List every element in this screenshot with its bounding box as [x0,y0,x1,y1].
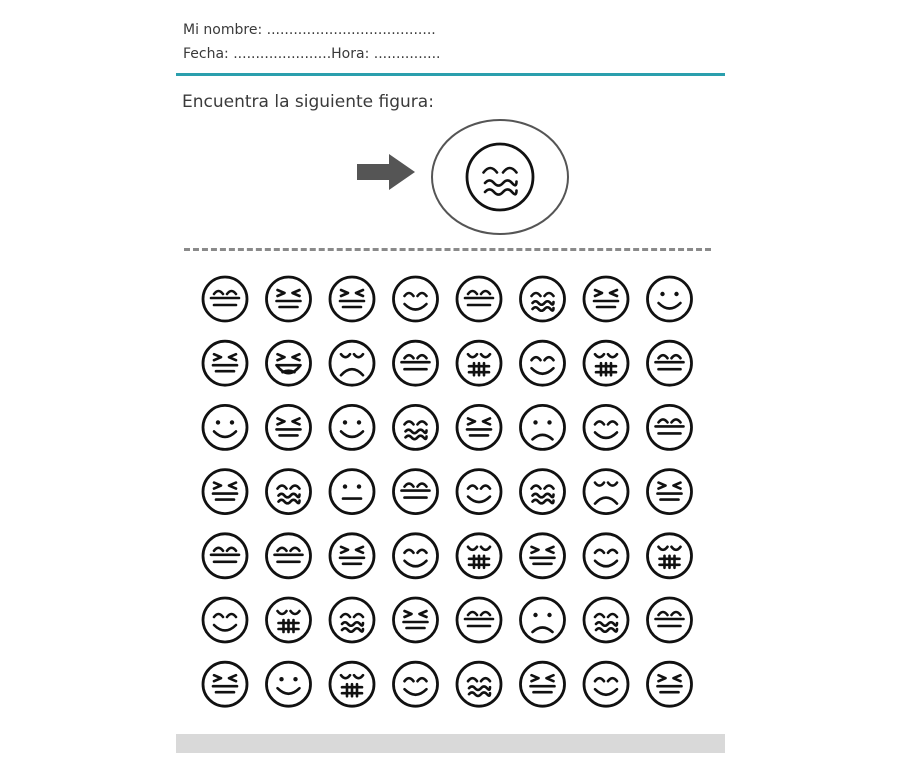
squint-neutral-face-icon[interactable] [584,277,628,321]
happy-closed-face-icon[interactable] [394,534,438,578]
wavy-grimace-face-icon[interactable] [521,470,565,514]
squint-neutral-face-icon[interactable] [267,277,311,321]
grimace-teeth-face-icon[interactable] [584,341,628,385]
neutral-smile-face-icon[interactable] [203,277,247,321]
neutral-smile-face-icon[interactable] [648,405,692,449]
happy-closed-face-icon[interactable] [457,470,501,514]
neutral-smile-face-icon[interactable] [648,598,692,642]
grimace-teeth-face-icon[interactable] [457,534,501,578]
squint-neutral-face-icon[interactable] [203,662,247,706]
date-label: Fecha: [183,46,229,62]
squint-neutral-face-icon[interactable] [203,341,247,385]
happy-closed-face-icon[interactable] [521,341,565,385]
frown-open-face-icon[interactable] [521,405,565,449]
wavy-grimace-face-icon[interactable] [457,662,501,706]
wavy-grimace-face-icon[interactable] [267,470,311,514]
happy-closed-face-icon[interactable] [394,662,438,706]
grimace-teeth-face-icon[interactable] [330,662,374,706]
grimace-teeth-face-icon[interactable] [648,534,692,578]
squint-neutral-face-icon[interactable] [648,470,692,514]
neutral-smile-face-icon[interactable] [203,534,247,578]
wavy-grimace-face-icon[interactable] [394,405,438,449]
wavy-grimace-face-icon[interactable] [584,598,628,642]
happy-closed-face-icon[interactable] [203,598,247,642]
neutral-smile-face-icon[interactable] [457,277,501,321]
happy-closed-face-icon[interactable] [584,405,628,449]
grimace-teeth-face-icon[interactable] [457,341,501,385]
squint-neutral-face-icon[interactable] [330,534,374,578]
name-dots: ...................................... [266,22,436,38]
time-label: Hora: [331,46,370,62]
squint-neutral-face-icon[interactable] [521,534,565,578]
sad-closed-face-icon[interactable] [584,470,628,514]
neutral-open-face-icon[interactable] [330,470,374,514]
squint-neutral-face-icon[interactable] [394,598,438,642]
squint-neutral-face-icon[interactable] [521,662,565,706]
squint-neutral-face-icon[interactable] [457,405,501,449]
name-label: Mi nombre: [183,22,263,38]
time-dots: ............... [373,46,441,62]
sad-closed-face-icon[interactable] [330,341,374,385]
happy-closed-face-icon[interactable] [584,534,628,578]
squint-neutral-face-icon[interactable] [203,470,247,514]
happy-closed-face-icon[interactable] [394,277,438,321]
frown-open-face-icon[interactable] [521,598,565,642]
squint-neutral-face-icon[interactable] [330,277,374,321]
smile-open-face-icon[interactable] [330,405,374,449]
date-dots: ...................... [233,46,332,62]
neutral-smile-face-icon[interactable] [394,470,438,514]
smile-open-face-icon[interactable] [267,662,311,706]
grimace-teeth-face-icon[interactable] [267,598,311,642]
instruction-text: Encuentra la siguiente figura: [182,92,434,112]
wavy-grimace-face-icon[interactable] [521,277,565,321]
happy-closed-face-icon[interactable] [584,662,628,706]
neutral-smile-face-icon[interactable] [394,341,438,385]
smile-open-face-icon[interactable] [648,277,692,321]
smile-open-face-icon[interactable] [203,405,247,449]
neutral-smile-face-icon[interactable] [457,598,501,642]
footer-bar [176,734,725,753]
neutral-smile-face-icon[interactable] [267,534,311,578]
squint-neutral-face-icon[interactable] [267,405,311,449]
squint-neutral-face-icon[interactable] [648,662,692,706]
squint-grin-face-icon[interactable] [267,341,311,385]
wavy-grimace-face-icon[interactable] [330,598,374,642]
neutral-smile-face-icon[interactable] [648,341,692,385]
